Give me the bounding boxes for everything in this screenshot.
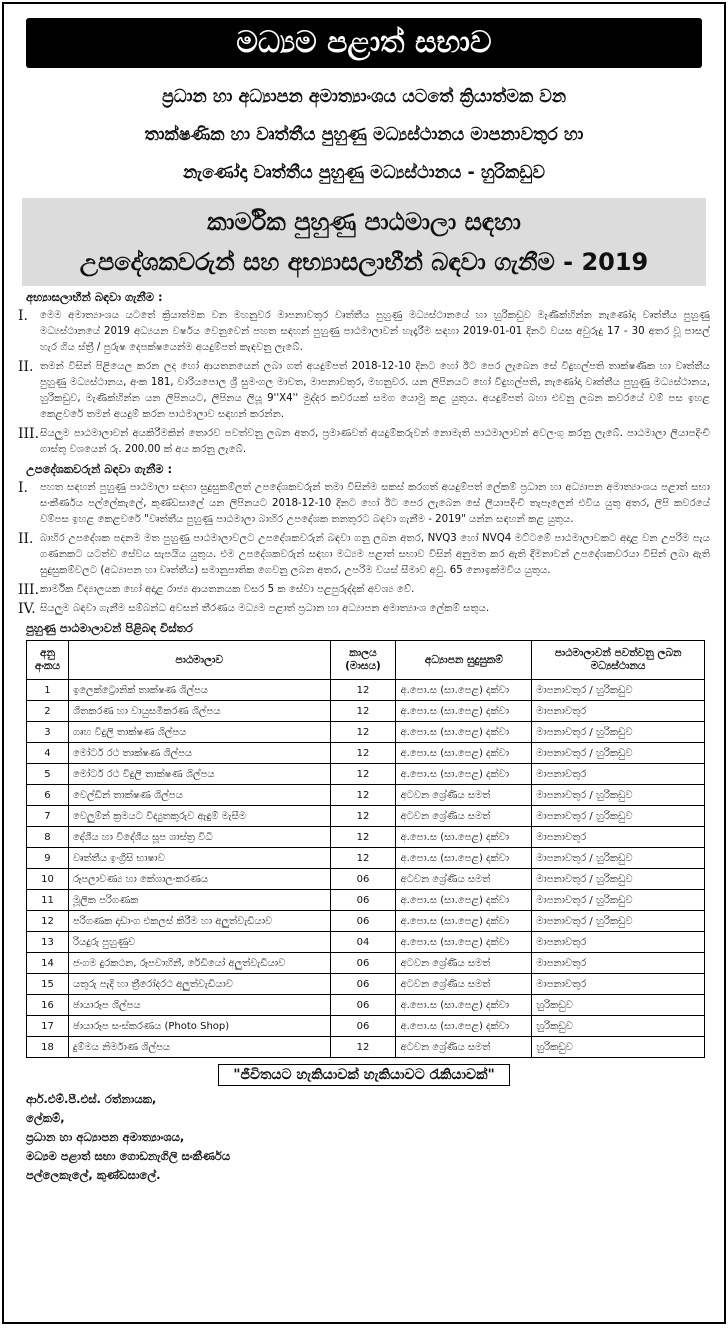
- table-row: [27, 722, 705, 743]
- cell-centre: මාපනාවතුර: [532, 701, 705, 722]
- table-header-row: [27, 641, 705, 680]
- cell-duration: 12: [330, 1037, 396, 1058]
- cell-number: 6: [27, 785, 69, 806]
- cell-course-name: ජංගම දුරකථන, රූපවාහිනී, රේඩියෝ අලුත්වැඩියාව: [68, 953, 330, 974]
- cell-number: 9: [27, 848, 69, 869]
- table-row: [27, 1016, 705, 1037]
- cell-centre: මාපනාවතුර / හුරිකඩුව: [532, 785, 705, 806]
- table-row: [27, 974, 705, 995]
- cell-centre: හුරිකඩුව: [532, 1016, 705, 1037]
- cell-qualification: අ.පො.ස (සා.පෙළ) දක්වා: [396, 911, 532, 932]
- cell-course-name: වෙල්ඩින් තාක්ෂණ ශිල්පය: [68, 785, 330, 806]
- cell-duration: 12: [330, 785, 396, 806]
- cell-centre: මාපනාවතුර: [532, 974, 705, 995]
- trainees-paragraph: [18, 308, 710, 356]
- table-row: [27, 1037, 705, 1058]
- table-row: [27, 848, 705, 869]
- signature-line: ආර්.එම්.පී.එස්. රත්නායක,: [26, 1092, 157, 1106]
- instructors-paragraph: [18, 582, 710, 598]
- table-row: [27, 932, 705, 953]
- banner-line: කාර්මික පුහුණු පාඨමාලා සඳහා: [207, 208, 521, 236]
- column-header-duration: කාලය (මාසය): [330, 641, 396, 680]
- cell-course-name: මෝටර් රථ තාක්ෂණ ශිල්පය: [68, 743, 330, 764]
- cell-course-name: වෙලුම්න් ක්‍රමයට විද්‍යුතකුරුව ඇඳුම් මැසීම: [68, 806, 330, 827]
- cell-number: 7: [27, 806, 69, 827]
- paragraph-number: III.: [18, 426, 40, 442]
- courses-table-body: [27, 680, 705, 1058]
- cell-number: 14: [27, 953, 69, 974]
- table-row: [27, 743, 705, 764]
- cell-course-name: වෘත්තීය ඉංග්‍රීසි භාෂාව: [68, 848, 330, 869]
- column-header-qualification: අධ්‍යාපන සුදුසුකම්: [396, 641, 532, 680]
- slogan: [26, 1064, 702, 1086]
- cell-course-name: ඉලෙක්ට්‍රොනික් තාක්ෂණ ශිල්පය: [68, 680, 330, 701]
- cell-centre: මාපනාවතුර: [532, 764, 705, 785]
- cell-centre: මාපනාවතුර / හුරිකඩුව: [532, 848, 705, 869]
- paragraph-text: සියලුම පාඨමාලාවන් අයකිරීමකින් තොරව පවත්වනු ලබන අතර, ප්‍රමාණවත් අයදුම්කරුවන් නොමැති පාඨමාලාවන් අවලංගු කරනු ලැබේ. පාඨමාලා ලියාපදිංචි ගාස්තු වශයෙන් රු. 200.00 ක් අය කරනු ලැබේ.: [40, 428, 710, 455]
- cell-number: 12: [27, 911, 69, 932]
- recruitment-banner: [22, 198, 706, 286]
- signature-line: පල්ලෙකැලේ, කුණ්ඩසාලේ.: [26, 1168, 161, 1182]
- cell-qualification: අටවන ශ්‍රේණිය සමත්: [396, 869, 532, 890]
- cell-course-name: ඡායාරූප ශිල්පය: [68, 995, 330, 1016]
- cell-duration: 06: [330, 974, 396, 995]
- cell-duration: 04: [330, 932, 396, 953]
- trainees-heading: අභ්‍යාසලාභීන් බඳවා ගැනීම :: [26, 290, 163, 304]
- instructors-paragraph: [18, 480, 710, 528]
- paragraph-text: බාහිර උපදේශක පදනම මත පුහුණු පාඨමාලාවලට උපදේශකවරුන් බඳවා ගනු ලබන අතර, NVQ3 හෝ NVQ4 මට්ටමේ පාඨමාලාවකට අදාළ වන උපරිම පැය ගණනකට යටත්ව සේවය සැපයිය යුතුය. එම උපදේශකවරුන් සඳහා මධ්‍යම පළාත් සභාව විසින් අනුමත කර ඇති දීමනාවන් උපදේශකවරයා විසින් ලබා ඇති සුදුසුකම්වලට (අධ්‍යාපන හා වෘත්තීය) සමානුපාතික ගෙවනු ලබන අතර, උපරිම වයස් සීමාව අවු. 65 නොඉක්මවිය යුතුය.: [40, 533, 710, 576]
- cell-centre: මාපනාවතුර / හුරිකඩුව: [532, 680, 705, 701]
- cell-centre: මාපනාවතුර: [532, 932, 705, 953]
- column-header-centre: පාඨමාලාවන් පවත්වනු ලබන මධ්‍යස්ථානය: [532, 641, 705, 680]
- cell-number: 15: [27, 974, 69, 995]
- column-header-no: අනු අංකය: [27, 641, 69, 680]
- cell-centre: හුරිකඩුව: [532, 995, 705, 1016]
- table-row: [27, 995, 705, 1016]
- paragraph-text: සියලුම බඳවා ගැනීම සම්බන්ධ අවසන් තීරණය මධ්‍යම පළාත් ප්‍රධාන හා අධ්‍යාපන අමාත්‍යාංශ ලේකම් සතුය.: [40, 603, 490, 614]
- cell-centre: මාපනාවතුර / හුරිකඩුව: [532, 743, 705, 764]
- table-row: [27, 890, 705, 911]
- cell-number: 18: [27, 1037, 69, 1058]
- cell-duration: 06: [330, 911, 396, 932]
- cell-centre: මාපනාවතුර / හුරිකඩුව: [532, 806, 705, 827]
- council-title: මධ්‍යම පළාත් සභාව: [26, 18, 702, 68]
- cell-qualification: අටවන ශ්‍රේණිය සමත්: [396, 974, 532, 995]
- cell-centre: මාපනාවතුර / හුරිකඩුව: [532, 911, 705, 932]
- cell-duration: 12: [330, 701, 396, 722]
- cell-duration: 12: [330, 680, 396, 701]
- paragraph-text: තමන් විසින් පිළියෙල කරන ලද හෝ ආයතනයෙන් ලබා ගත් අයදුම්පත් 2018-12-10 දිනට හෝ ඊට පෙර ලැබෙන සේ විදුහල්පති තාක්ෂණික හා වෘත්තීය පුහුණු මධ්‍යස්ථානය, අංක 181, වාරියපොල ශ්‍රී සුමංගල මාවත, මාපනාවතුර, මහනුවර. යන ලිපිනයට හෝ විදුහල්පති, නැණෝදා වෘත්තීය පුහුණු මධ්‍යස්ථානය, හුරිකඩුව, මැණික්හින්න යන ලිපිනයට, ලිපිනය ලියූ 9''X4'' මුද්දර කවරයක් සමග යොමු කළ යුතුය. අයදුම්පත් බහා එවනු ලබන කවරයේ වම් පස ඉහළ කෙළවරේ තමන් අයදුම් කරන පාඨමාලාව සඳහන් කරන්න.: [40, 361, 710, 420]
- cell-course-name: ගෘහ විදුලි තාක්ෂණ ශිල්පය: [68, 722, 330, 743]
- intro-line: තාක්ෂණික හා වෘත්තීය පුහුණු මධ්‍යස්ථානය මාපනාවතුර හා: [144, 125, 584, 145]
- cell-qualification: අටවන ශ්‍රේණිය සමත්: [396, 785, 532, 806]
- paragraph-number: III.: [18, 582, 40, 598]
- cell-course-name: ඡායාරූප සංස්කරණය (Photo Shop): [68, 1016, 330, 1037]
- column-header-course: පාඨමාලාව: [68, 641, 330, 680]
- cell-duration: 06: [330, 1016, 396, 1037]
- cell-duration: 06: [330, 890, 396, 911]
- cell-number: 10: [27, 869, 69, 890]
- cell-duration: 06: [330, 869, 396, 890]
- courses-heading: පුහුණු පාඨමාලාවන් පිළිබඳ විස්තර: [26, 621, 193, 635]
- paragraph-number: II.: [18, 359, 34, 375]
- cell-qualification: අ.පො.ස (සා.පෙළ) දක්වා: [396, 827, 532, 848]
- paragraph-text: කාර්මික විද්‍යාලයක හෝ අදාළ රාජ්‍ය ආයතනයක වසර 5 ක සේවා පළපුරුද්දක් අවශ්‍ය වේ.: [40, 584, 415, 595]
- cell-duration: 12: [330, 848, 396, 869]
- cell-course-name: මෝටර් රථ විදුලි තාක්ෂණ ශිල්පය: [68, 764, 330, 785]
- cell-centre: මාපනාවතුර / හුරිකඩුව: [532, 722, 705, 743]
- cell-number: 17: [27, 1016, 69, 1037]
- table-row: [27, 701, 705, 722]
- cell-course-name: පරිගණක දෘඩාංග එකලස් කිරීම හා අලුත්වැඩියාව: [68, 911, 330, 932]
- cell-qualification: අටවන ශ්‍රේණිය සමත්: [396, 1037, 532, 1058]
- instructors-paragraph: [18, 601, 710, 617]
- table-row: [27, 764, 705, 785]
- cell-centre: හුරිකඩුව: [532, 1037, 705, 1058]
- instructors-heading: උපදේශකවරුන් බඳවා ගැනීම :: [26, 462, 173, 476]
- cell-qualification: අ.පො.ස (සා.පෙළ) දක්වා: [396, 680, 532, 701]
- cell-centre: මාපනාවතුර / හුරිකඩුව: [532, 869, 705, 890]
- cell-qualification: අ.පො.ස (සා.පෙළ) දක්වා: [396, 848, 532, 869]
- cell-number: 2: [27, 701, 69, 722]
- ministry-intro: [4, 78, 724, 192]
- table-row: [27, 806, 705, 827]
- signature-line: මධ්‍යම පළාත් සභා ගොඩනැගිලි සංකීර්ණය: [26, 1149, 231, 1163]
- table-row: [27, 869, 705, 890]
- cell-qualification: අටවන ශ්‍රේණිය සමත්: [396, 806, 532, 827]
- cell-qualification: අ.පො.ස (සා.පෙළ) දක්වා: [396, 1016, 532, 1037]
- cell-qualification: අ.පො.ස (සා.පෙළ) දක්වා: [396, 722, 532, 743]
- signature-line: ලේකම්,: [26, 1111, 65, 1125]
- paragraph-text: මෙම අමාත්‍යාංශය යටතේ ක්‍රියාත්මක වන මහනුවර මාපනාවතුර වෘත්තීය පුහුණු මධ්‍යස්ථානයේ හා හුරිකඩුව මැණික්හින්න නැණෝදා වෘත්තීය පුහුණු මධ්‍යස්ථානයේ 2019 අධ්‍යයන වර්ෂය වෙනුවෙන් පහත සඳහන් පුහුණු පාඨමාලාවන් හැදෑරීම සඳහා 2019-01-01 දිනට වයස අවුරුදු 17 - 30 අතර වූ පාසල් හැර ගිය ස්ත්‍රී / පුරුෂ දෙපක්ෂයෙන්ම අයදුම්පත් කැඳවනු ලැබේ.: [40, 310, 710, 353]
- cell-duration: 06: [330, 953, 396, 974]
- cell-number: 3: [27, 722, 69, 743]
- table-row: [27, 953, 705, 974]
- cell-course-name: දුම්මය නිර්මාණ ශිල්පය: [68, 1037, 330, 1058]
- paragraph-number: II.: [18, 531, 34, 547]
- table-row: [27, 911, 705, 932]
- instructors-paragraph: [18, 531, 710, 579]
- slogan-text: "ජීවිතයට හැකියාවක් හැකියාවට රැකියාවක්": [218, 1064, 510, 1086]
- cell-course-name: රියදුරු පුහුණුව: [68, 932, 330, 953]
- cell-course-name: ශීතකරණ හා වායුසමීකරණ ශිල්පය: [68, 701, 330, 722]
- cell-course-name: මූලික පරිගණක: [68, 890, 330, 911]
- signature-line: ප්‍රධාන හා අධ්‍යාපන අමාත්‍යාංශය,: [26, 1130, 185, 1144]
- cell-number: 5: [27, 764, 69, 785]
- cell-qualification: අ.පො.ස (සා.පෙළ) දක්වා: [396, 932, 532, 953]
- cell-number: 16: [27, 995, 69, 1016]
- cell-course-name: දේශීය හා විදේශීය සූප ශාස්ත්‍ර විධි: [68, 827, 330, 848]
- trainees-paragraph: [18, 426, 710, 458]
- paragraph-text: පහත සඳහන් පුහුණු පාඨමාලා සඳහා සුදුසුකම්ලත් උපදේශකවරුන් තමා විසින්ම සකස් කරගත් අයදුම්පත් ලේකම් ප්‍රධාන හා අධ්‍යාපන අමාත්‍යාංශය පළාත් සභා සංකීර්ණය පල්ලේකැලේ, කුණ්ඩසාලේ යන ලිපිනයට 2018-12-10 දිනට හෝ ඊට පෙර ලැබෙන සේ ලියාපදිංචි තැපෑලෙන් එවිය යුතු අතර, ලිපි කවරයේ වම්පස ඉහළ කෙළවරේ "වෘත්තීය පුහුණු පාඨමාලා බාහිර උපදේශක තනතුරට බඳවා ගැනීම - 2019" යන්න සඳහන් කළ යුතුය.: [40, 482, 710, 525]
- cell-course-name: රූපලාවණ්‍ය හා කේශාලංකරණය: [68, 869, 330, 890]
- cell-qualification: අ.පො.ස (සා.පෙළ) දක්වා: [396, 701, 532, 722]
- intro-line: ප්‍රධාන හා අධ්‍යාපන අමාත්‍යාංශය යටතේ ක්‍රියාත්මක වන: [161, 87, 567, 107]
- cell-number: 11: [27, 890, 69, 911]
- courses-table: [26, 640, 705, 1058]
- cell-centre: මාපනාවතුර / හුරිකඩුව: [532, 890, 705, 911]
- cell-duration: 12: [330, 827, 396, 848]
- table-row: [27, 785, 705, 806]
- cell-centre: මාපනාවතුර: [532, 953, 705, 974]
- advertisement-page: [2, 2, 726, 1324]
- cell-number: 13: [27, 932, 69, 953]
- cell-qualification: අ.පො.ස (සා.පෙළ) දක්වා: [396, 764, 532, 785]
- paragraph-number: I.: [18, 480, 28, 496]
- cell-qualification: අටවන ශ්‍රේණිය සමත්: [396, 953, 532, 974]
- paragraph-number: I.: [18, 308, 28, 324]
- signature-block: [26, 1090, 724, 1185]
- table-row: [27, 827, 705, 848]
- intro-line: නැණෝදා වෘත්තීය පුහුණු මධ්‍යස්ථානය - හුරිකඩුව: [183, 163, 545, 183]
- cell-duration: 12: [330, 764, 396, 785]
- trainees-paragraph: [18, 359, 710, 423]
- cell-duration: 06: [330, 995, 396, 1016]
- cell-centre: මාපනාවතුර: [532, 827, 705, 848]
- cell-course-name: යතුරු පැදි හා ත්‍රීරෝදරථ අලුත්වැඩියාව: [68, 974, 330, 995]
- cell-number: 8: [27, 827, 69, 848]
- cell-number: 1: [27, 680, 69, 701]
- cell-duration: 12: [330, 743, 396, 764]
- paragraph-number: IV.: [18, 601, 36, 617]
- cell-qualification: අ.පො.ස (සා.පෙළ) දක්වා: [396, 890, 532, 911]
- banner-line: උපදේශකවරුන් සහ අභ්‍යාසලාභීන් බඳවා ගැනීම - 2019: [79, 248, 649, 276]
- cell-qualification: අ.පො.ස (සා.පෙළ) දක්වා: [396, 743, 532, 764]
- table-row: [27, 680, 705, 701]
- cell-duration: 12: [330, 806, 396, 827]
- cell-qualification: අ.පො.ස (සා.පෙළ) දක්වා: [396, 995, 532, 1016]
- cell-duration: 12: [330, 722, 396, 743]
- cell-number: 4: [27, 743, 69, 764]
